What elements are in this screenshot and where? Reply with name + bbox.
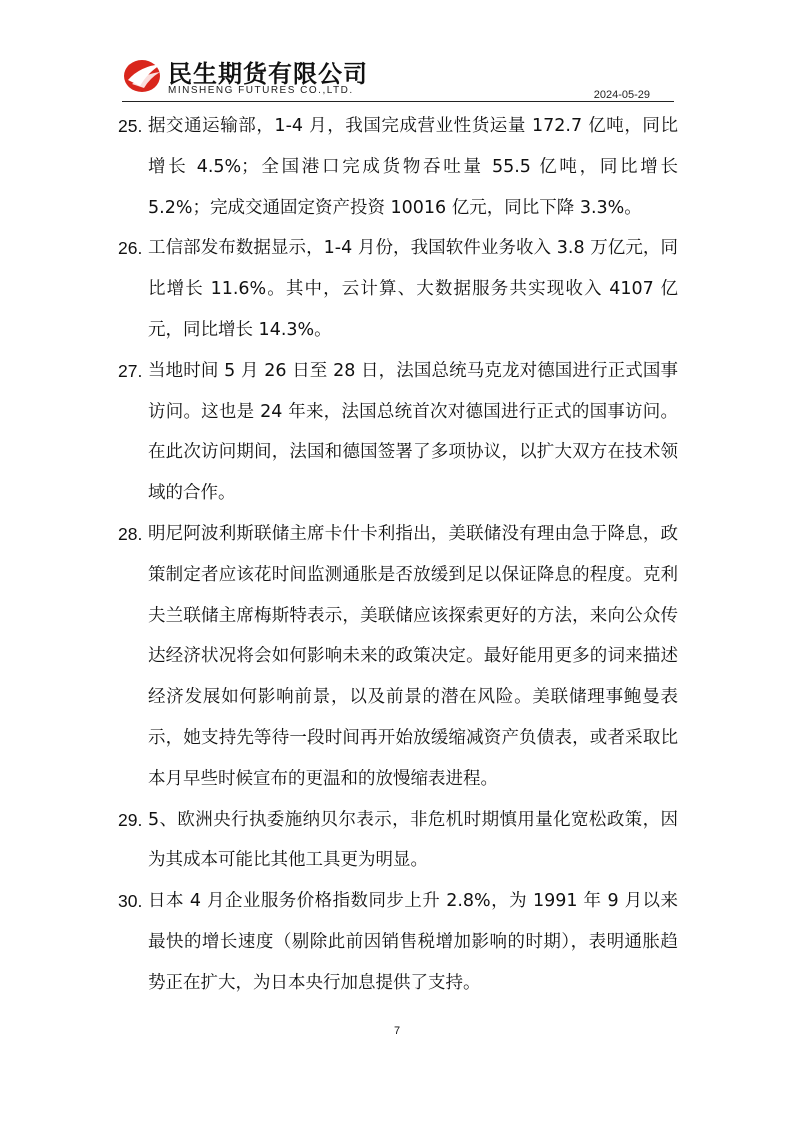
news-item-number: 26. bbox=[118, 238, 143, 259]
report-date: 2024-05-29 bbox=[593, 89, 650, 101]
news-item-text: 明尼阿波利斯联储主席卡什卡利指出，美联储没有理由急于降息，政策制定者应该花时间监测通胀是否放缓到足以保证降息的程度。克利夫兰联储主席梅斯特表示，美联储应该探索更好的方法，来向公众传达经济状况将会如何影响未来的政策决定。最好能用更多的词来描述经济发展如何影响前景，以及前景的潜在风险。美联储理事鲍曼表示，她支持先等待一段时间再开始放缓缩减资产负债表，或者采取比本月早些时候宣布的更温和的放慢缩表进程。 bbox=[148, 523, 678, 789]
news-item bbox=[118, 106, 678, 228]
news-item-number: 25. bbox=[118, 116, 143, 136]
news-item bbox=[118, 881, 678, 1003]
news-list bbox=[118, 106, 678, 1004]
news-item bbox=[118, 351, 678, 514]
news-item bbox=[118, 514, 678, 800]
header-divider bbox=[122, 101, 674, 102]
news-item-text: 5、欧洲央行执委施纳贝尔表示，非危机时期慎用量化宽松政策，因为其成本可能比其他工具更为明显。 bbox=[148, 809, 678, 871]
company-name-cn: 民生期货有限公司 bbox=[168, 60, 368, 88]
minsheng-logo-icon bbox=[122, 56, 166, 94]
company-name-en: MINSHENG FUTURES CO.,LTD. bbox=[168, 85, 354, 96]
news-item-number: 27. bbox=[118, 360, 143, 381]
page-number: 7 bbox=[393, 1025, 401, 1037]
news-item bbox=[118, 228, 678, 350]
news-item-text: 据交通运输部，1-4 月，我国完成营业性货运量 172.7 亿吨，同比增长 4.5%；全国港口完成货物吞吐量 55.5 亿吨，同比增长 5.2%；完成交通固定资产投资 10016 亿元，同比下降 3.3%。 bbox=[148, 116, 678, 218]
news-item-number: 30. bbox=[118, 891, 143, 912]
news-item-text: 日本 4 月企业服务价格指数同步上升 2.8%，为 1991 年 9 月以来最快的增长速度（剔除此前因销售税增加影响的时期），表明通胀趋势正在扩大，为日本央行加息提供了支持。 bbox=[148, 891, 678, 993]
news-item-number: 28. bbox=[118, 523, 143, 544]
news-item-text: 工信部发布数据显示，1-4 月份，我国软件业务收入 3.8 万亿元，同比增长 11.6%。其中，云计算、大数据服务共实现收入 4107 亿元，同比增长 14.3%。 bbox=[148, 238, 678, 340]
page-header bbox=[122, 52, 674, 104]
news-item-number: 29. bbox=[118, 809, 143, 830]
news-item bbox=[118, 800, 678, 882]
news-item-text: 当地时间 5 月 26 日至 28 日，法国总统马克龙对德国进行正式国事访问。这也是 24 年来，法国总统首次对德国进行正式的国事访问。在此次访问期间，法国和德国签署了多项协议，以扩大双方在技术领域的合作。 bbox=[148, 360, 678, 504]
